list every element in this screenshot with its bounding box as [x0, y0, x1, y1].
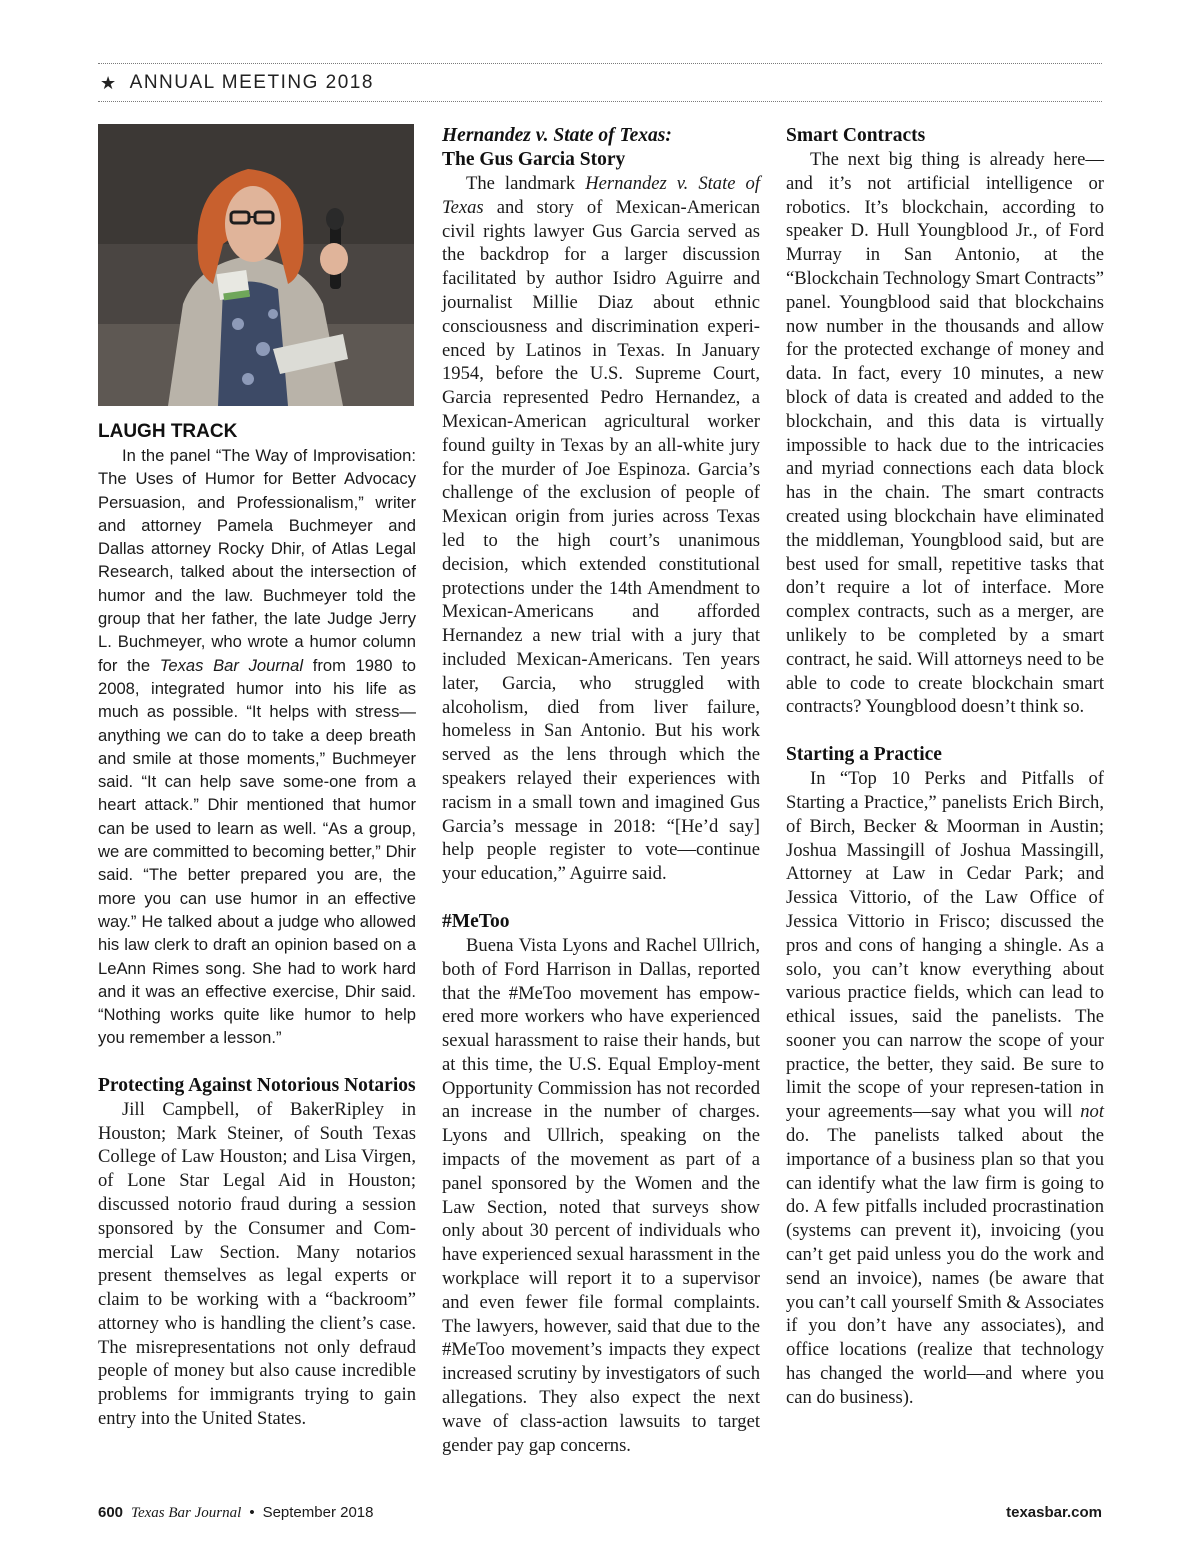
top-rule	[98, 63, 1102, 64]
journal-name: Texas Bar Journal	[131, 1505, 242, 1521]
speaker-photo	[98, 124, 414, 406]
section-header	[100, 68, 374, 98]
laugh-track-paragraph: In the panel “The Way of Improvisation: The Uses of Humor for Better Advocacy Persuasion, and Professionalism,” writer and attorney Pamela Buchmeyer and Dallas attorney Rocky Dhir, of Atlas Legal Research, talked about the intersection of humor and the law. Buchmeyer told the group that her father, the late Judge Jerry L. Buchmeyer, who wrote a humor column for the Texas Bar Journal from 1980 to 2008, integrated humor into his life as much as possible. “It helps with stress—anything we can do to take a deep breath and smile at those moments,” Buchmeyer said. “It can help save some-one from a heart attack.” Dhir mentioned that humor can be used to learn as well. “As a group, we are committed to becoming better,” Dhir said. “The better prepared you are, the more you can use humor in an effective way.” He talked about a judge who allowed his law clerk to draft an opinion based on a LeAnn Rimes song. She had to work hard and it was an effective exercise, Dhir said. “Nothing works quite like humor to help you remember a lesson.”	[98, 446, 416, 1048]
issue-date: September 2018	[262, 1504, 374, 1521]
star-icon: ★	[100, 72, 118, 93]
notarios-paragraph: Jill Campbell, of BakerRipley in Houston; Mark Steiner, of South Texas College of Law Houston; and Lisa Virgen, of Lone Star Legal Aid in Houston; discussed notorio fraud during a session sponsored by the Consumer and Com-mercial Law Section. Many notarios present themselves as legal experts or claim to be working with a “backroom” attorney who is handling the client’s case. The misrepresentations not only defraud people of money but also cause incredible problems for immigrants trying to gain entry into the United States.	[98, 1098, 416, 1430]
starting-practice-paragraph: In “Top 10 Perks and Pitfalls of Starting a Practice,” panelists Erich Birch, of Birch, Becker & Moorman in Austin; Joshua Massingill of Joshua Massingill, Attorney at Law in Cedar Park; and Jessica Vittorio, of the Law Office of Jessica Vittorio in Frisco; discussed the pros and cons of hanging a shingle. As a solo, you can’t know everything about various practice fields, which can lead to ethical issues, said the panelists. The sooner you can narrow the scope of your practice, the better, they said. Be sure to limit the scope of your represen-tation in your agreements—say what you will not do. The panelists talked about the importance of a business plan so that you can identify what the law firm is going to do. A few pitfalls included procrastination (systems can prevent it), invoicing (you can’t get paid unless you do the work and send an invoice), names (be aware that you can’t call yourself Smith & Associates if you don’t have any associates), and office locations (realize that technology has changed the world—and where you can do business).	[786, 768, 1104, 1408]
page-footer	[98, 1504, 1102, 1522]
column-3	[786, 124, 1104, 1410]
column-1	[98, 124, 416, 1431]
metoo-heading: #MeToo	[442, 910, 510, 932]
laugh-track-heading: LAUGH TRACK	[98, 421, 238, 442]
column-2	[442, 124, 760, 1457]
bullet-separator: •	[249, 1504, 255, 1521]
header-bottom-rule	[98, 101, 1102, 102]
journal-title-italic: Texas Bar Journal	[159, 655, 304, 675]
starting-practice-heading: Starting a Practice	[786, 744, 942, 766]
gus-garcia-paragraph: The landmark Hernandez v. State of Texas and story of Mexican-American civil rights lawyer Gus Garcia served as the backdrop for a larger discussion facilitated by author Isidro Aguirre and journalist Millie Diaz about ethnic consciousness and discrimination experi-enced by Latinos in Texas. In January 1954, before the U.S. Supreme Court, Garcia represented Pedro Hernandez, a Mexican-American agricultural worker found guilty in Texas by an all-white jury for the murder of Joe Espinoza. Garcia’s challenge of the exclusion of people of Mexican origin from juries across Texas led to the high court’s unanimous decision, which extended constitutional protections under the 14th Amendment to Mexican-Americans and afforded Hernandez a new trial with a jury that included Mexican-Americans. Ten years later, Garcia, who struggled with alcoholism, died from liver failure, homeless in San Antonio. But his work served as the lens through which the speakers relayed their experiences with racism in a small town and imagined Gus Garcia’s message in 2018: “[He’d say] help people register to vote—continue your education,” Aguirre said.	[442, 173, 761, 885]
smart-contracts-paragraph: The next big thing is already here—and it’s not artificial intelligence or robotics. It’s blockchain, according to speaker D. Hull Youngblood Jr., of Ford Murray in San Antonio, at the “Blockchain Technology Smart Contracts” panel. Youngblood said that blockchains now number in the thousands and allow for the protected exchange of money and data. In fact, every 10 minutes, a new block of data is created and added to the blockchain, and this data is virtually impossible to hack due to the intricacies and myriad connections each data block has in the chain. The smart contracts created using blockchain have eliminated the middleman, Youngblood said, but are best used for small, repetitive tasks that don’t require a lot of interface. More complex contracts, such as a merger, are unlikely to be completed by a smart contract, he said. Will attorneys need to be able to code to create blockchain smart contracts? Youngblood doesn’t think so.	[786, 149, 1104, 718]
website-link[interactable]: texasbar.com	[1006, 1504, 1102, 1521]
gus-garcia-heading: Hernandez v. State of Texas: The Gus Garcia Story	[442, 125, 672, 170]
notarios-heading: Protecting Against Notorious Notarios	[98, 1074, 416, 1096]
metoo-paragraph: Buena Vista Lyons and Rachel Ullrich, both of Ford Harrison in Dallas, reported that the #MeToo movement has empow-ered more workers who have experienced sexual harassment to raise their hands, but at this time, the U.S. Equal Employ-ment Opportunity Commission has not recorded an increase in the number of charges. Lyons and Ullrich, speaking on the impacts of the movement as part of a panel sponsored by the Women and the Law Section, noted that surveys show only about 30 percent of individuals who have experienced sexual harassment in the workplace will report it to a supervisor and even fewer file formal complaints. The lawyers, however, said that due to the #MeToo movement’s impacts they expect increased scrutiny by investigators of such allegations. They also expect the next wave of class-action lawsuits to target gender pay gap concerns.	[442, 934, 760, 1456]
smart-contracts-heading: Smart Contracts	[786, 125, 926, 146]
section-title: ANNUAL MEETING 2018	[129, 72, 374, 93]
page-number: 600	[98, 1504, 124, 1521]
